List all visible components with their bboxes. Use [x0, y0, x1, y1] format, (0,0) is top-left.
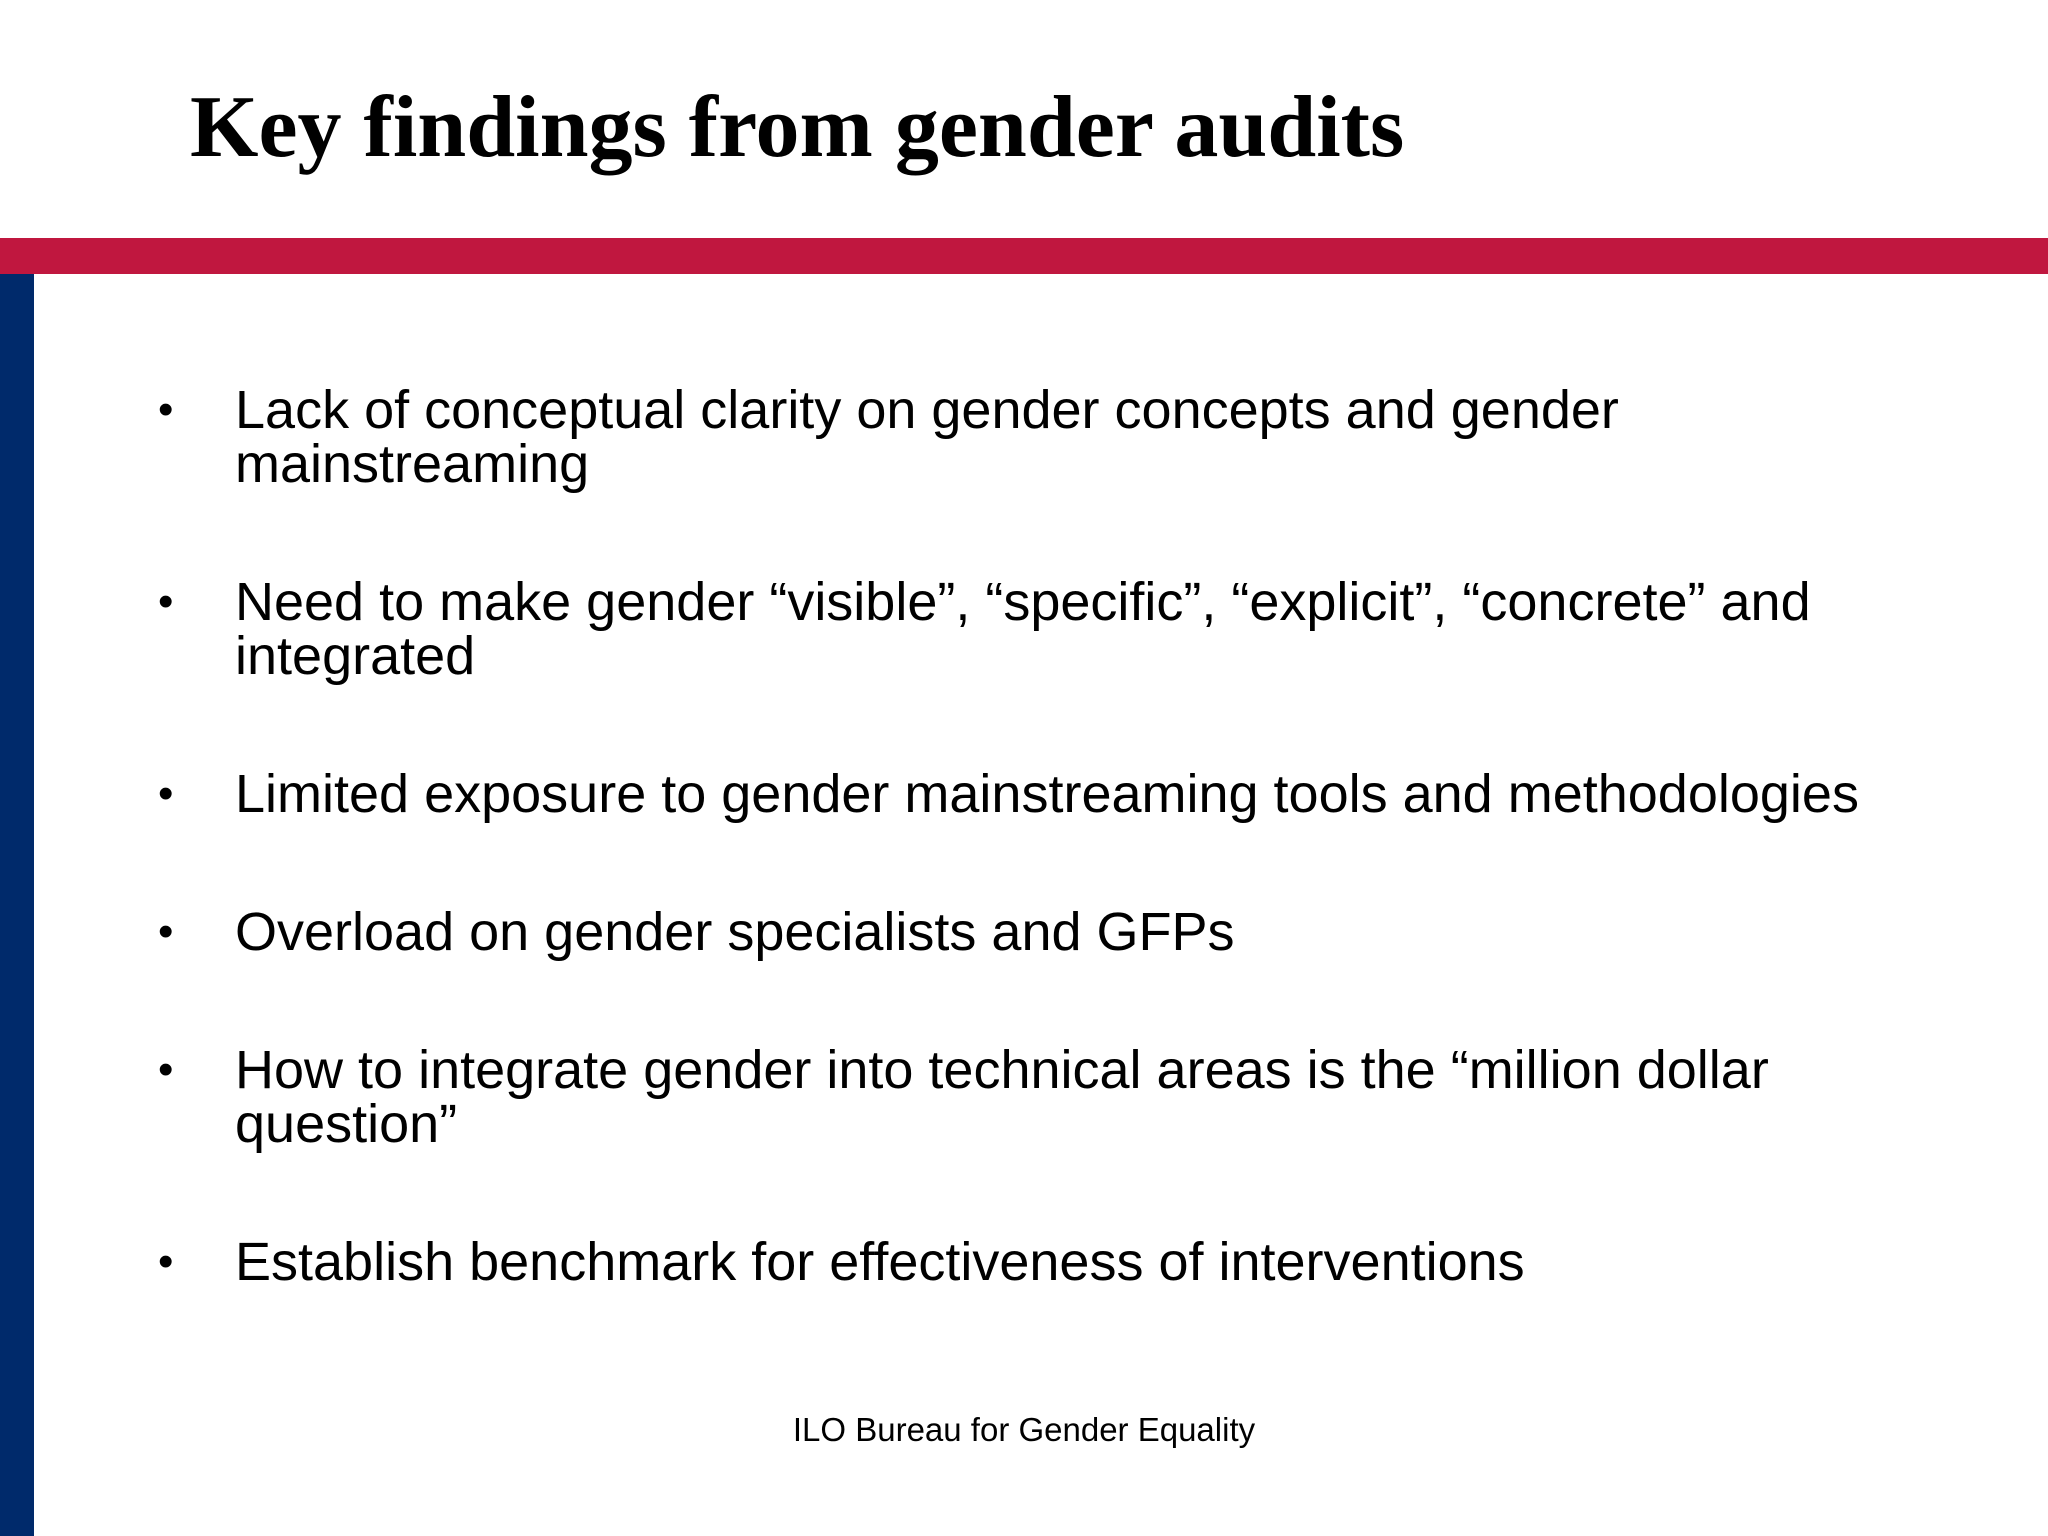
list-item	[0, 1232, 2048, 1292]
title-divider-band	[0, 238, 2048, 274]
bullet-text: Need to make gender “visible”, “specific”, “explicit”, “concrete” and integrated	[235, 572, 1811, 686]
bullet-marker: •	[158, 1237, 174, 1286]
list-item	[0, 902, 2048, 962]
list-item	[0, 380, 2048, 494]
list-item	[0, 572, 2048, 686]
list-item	[0, 1040, 2048, 1154]
bullet-marker: •	[158, 769, 174, 818]
bullet-marker: •	[158, 1045, 174, 1094]
bullet-text: Lack of conceptual clarity on gender concepts and gender mainstreaming	[235, 380, 1619, 494]
bullet-text: How to integrate gender into technical areas is the “million dollar question”	[235, 1040, 1769, 1154]
slide-title: Key findings from gender audits	[190, 79, 1405, 176]
bullet-marker: •	[158, 385, 174, 434]
bullet-list	[0, 380, 2048, 1373]
slide-footer: ILO Bureau for Gender Equality	[792, 1411, 1256, 1448]
bullet-marker: •	[158, 577, 174, 626]
bullet-text: Overload on gender specialists and GFPs	[235, 902, 1235, 962]
bullet-marker: •	[158, 907, 174, 956]
bullet-text: Establish benchmark for effectiveness of interventions	[235, 1232, 1525, 1292]
list-item	[0, 764, 2048, 824]
bullet-text: Limited exposure to gender mainstreaming tools and methodologies	[235, 764, 1859, 824]
